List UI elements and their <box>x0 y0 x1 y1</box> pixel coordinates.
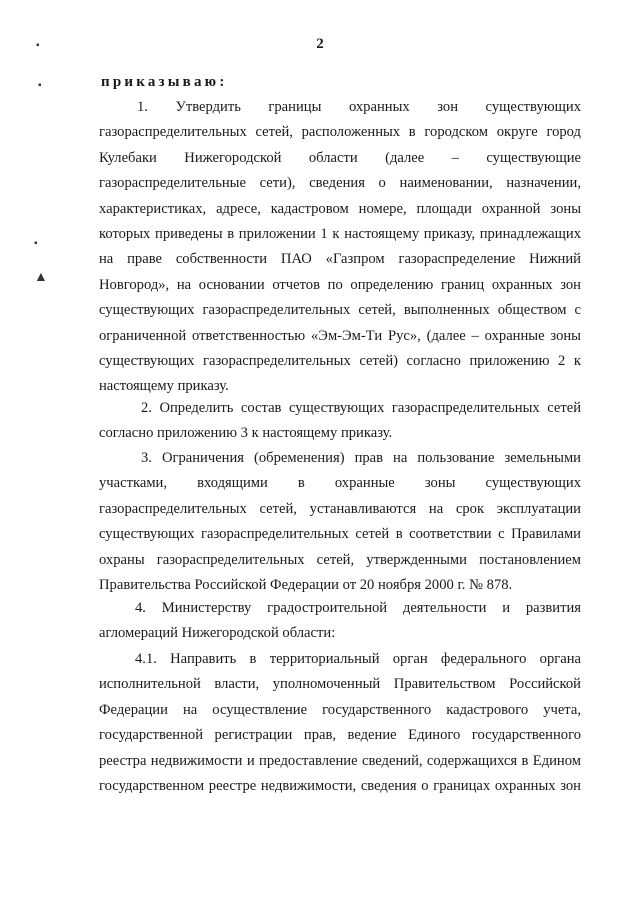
page-number: 2 <box>316 36 324 52</box>
order-heading: приказываю: <box>101 74 228 90</box>
paragraph-2: 2. Определить состав существующих газораспределительных сетей согласно приложению 3 к настоящему приказу. <box>99 400 581 442</box>
paragraph-1: 1. Утвердить границы охранных зон существующих газораспределительных сетей, расположенных в городском округе город Кулебаки Нижегородской области (далее – существующие газораспределительные сети), сведения о наименовании, назначении, характеристиках, адресе, кадастровом номере, площади охранной зоны которых приведены в приложении 1 к настоящему приказу, принадлежащих на праве собственности ПАО «Газпром газораспределение Нижний Новгород», на основании отчетов по определению границ охранных зон существующих газораспределительных сетей, выполненных обществом с ограниченной ответственностью «Эм-Эм-Ти Рус», (далее – охранные зоны существующих газораспределительных сетей) согласно приложению 2 к настоящему приказу. <box>99 99 581 395</box>
scan-speck: ▪ <box>36 40 40 51</box>
scan-speck: ▪ <box>38 80 42 91</box>
paragraph-4: 4. Министерству градостроительной деятельности и развития агломераций Нижегородской области: <box>99 600 581 642</box>
paragraph-4-1: 4.1. Направить в территориальный орган федерального органа исполнительной власти, уполномоченный Правительством Российской Федерации на осуществление государственного кадастрового учета, государственной регистрации прав, ведение Единого государственного реестра недвижимости и предоставление сведений, содержащихся в Едином государственном реестре недвижимости, сведения о границах охранных зон <box>99 651 581 795</box>
scan-speck: ▪ <box>34 238 38 249</box>
paragraph-3: 3. Ограничения (обременения) прав на пользование земельными участками, входящими в охранные зоны существующих газораспределительных сетей, устанавливаются на срок эксплуатации существующих газораспределительных сетей в соответствии с Правилами охраны газораспределительных сетей, утвержденными постановлением Правительства Российской Федерации от 20 ноября 2000 г. № 878. <box>99 450 581 594</box>
scan-speck: ▲ <box>34 270 48 285</box>
